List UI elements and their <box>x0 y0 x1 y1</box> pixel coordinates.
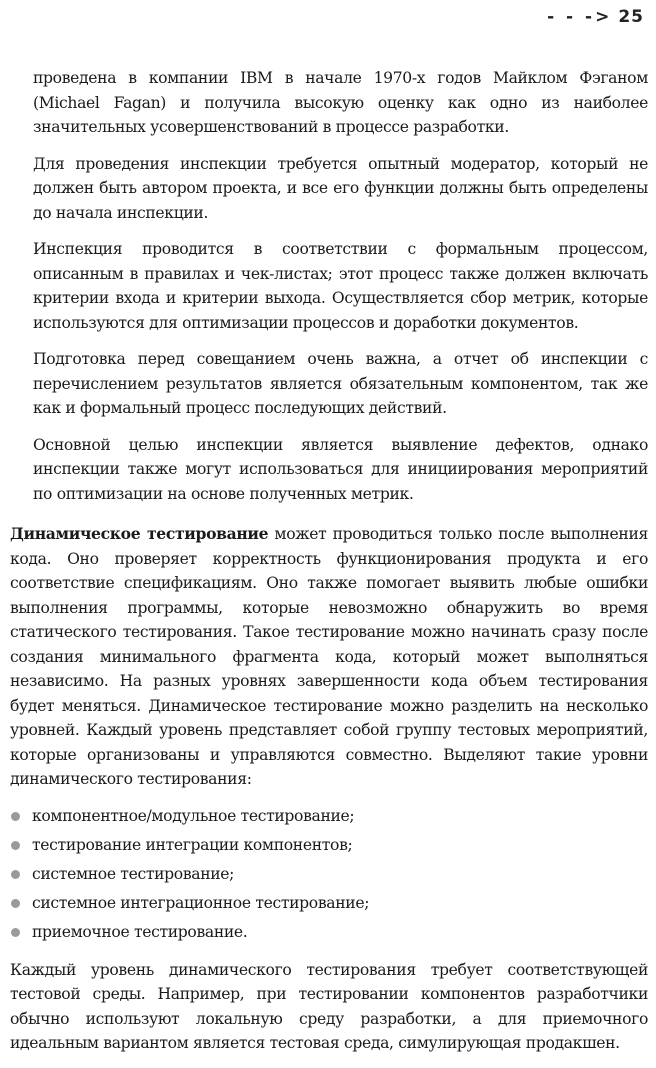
bullet-icon <box>11 928 20 937</box>
arrow-decoration: - - -> <box>547 7 613 27</box>
bullet-icon <box>11 870 20 879</box>
paragraph: Для проведения инспекции требуется опытный модератор, который не должен быть автором проекта, и все его функции должны быть определены до начала инспекции. <box>33 154 648 222</box>
term-bold: Динамическое тестирование <box>10 524 269 543</box>
list-item <box>10 833 648 857</box>
list-item <box>10 862 648 886</box>
testing-levels-list <box>10 804 648 944</box>
paragraph: Инспекция проводится в соответствии с формальным процессом, описанным в правилах и чек-листах; этот процесс также должен включать критерии входа и критерии выхода. Осуществляется сбор метрик, которые используются для оптимизации процессов и доработки документов. <box>33 240 648 332</box>
list-item <box>10 804 648 828</box>
paragraph-text: может проводиться только после выполнения кода. Оно проверяет корректность функционирования продукта и его соответствие спецификациям. Оно также помогает выявить любые ошибки выполнения программы, которые невозможно обнаружить во время статического тестирования. Такое тестирование можно начинать сразу после создания минимального фрагмента кода, который может выполняться независимо. На разных уровнях завершенности кода объем тестирования будет меняться. Динамическое тестирование можно разделить на несколько уровней. Каждый уровень представляет собой группу тестовых мероприятий, которые организованы и управляются совместно. Выделяют такие уровни динамического тестирования: <box>10 525 648 788</box>
paragraph: Основной целью инспекции является выявление дефектов, однако инспекции также могут использоваться для инициирования мероприятий по оптимизации на основе полученных метрик. <box>33 435 648 503</box>
page-number: 25 <box>618 7 644 27</box>
page-header <box>547 7 644 27</box>
list-item-text: тестирование интеграции компонентов; <box>32 835 353 854</box>
list-item <box>10 891 648 915</box>
list-item <box>10 920 648 944</box>
list-item-text: системное интеграционное тестирование; <box>32 893 370 912</box>
page-content <box>10 66 648 1068</box>
dynamic-testing-paragraph <box>10 522 648 792</box>
inspection-section <box>10 66 648 506</box>
paragraph: проведена в компании IBM в начале 1970-х годов Майклом Фэганом (Michael Fagan) и получила высокую оценку как одно из наиболее значительных усовершенствований в процессе разработки. <box>33 69 648 136</box>
paragraph: Подготовка перед совещанием очень важна, а отчет об инспекции с перечислением результатов является обязательным компонентом, так же как и формальный процесс последующих действий. <box>33 350 648 417</box>
closing-paragraph: Каждый уровень динамического тестирования требует соответствующей тестовой среды. Например, при тестировании компонентов разработчики обычно используют локальную среду разработки, а для приемочного идеальным вариантом является тестовая среда, симулирующая продакшен. <box>10 960 648 1052</box>
bullet-icon <box>11 899 20 908</box>
list-item-text: системное тестирование; <box>32 864 235 883</box>
bullet-icon <box>11 841 20 850</box>
list-item-text: компонентное/модульное тестирование; <box>32 806 355 825</box>
bullet-icon <box>11 812 20 821</box>
list-item-text: приемочное тестирование. <box>32 922 248 941</box>
